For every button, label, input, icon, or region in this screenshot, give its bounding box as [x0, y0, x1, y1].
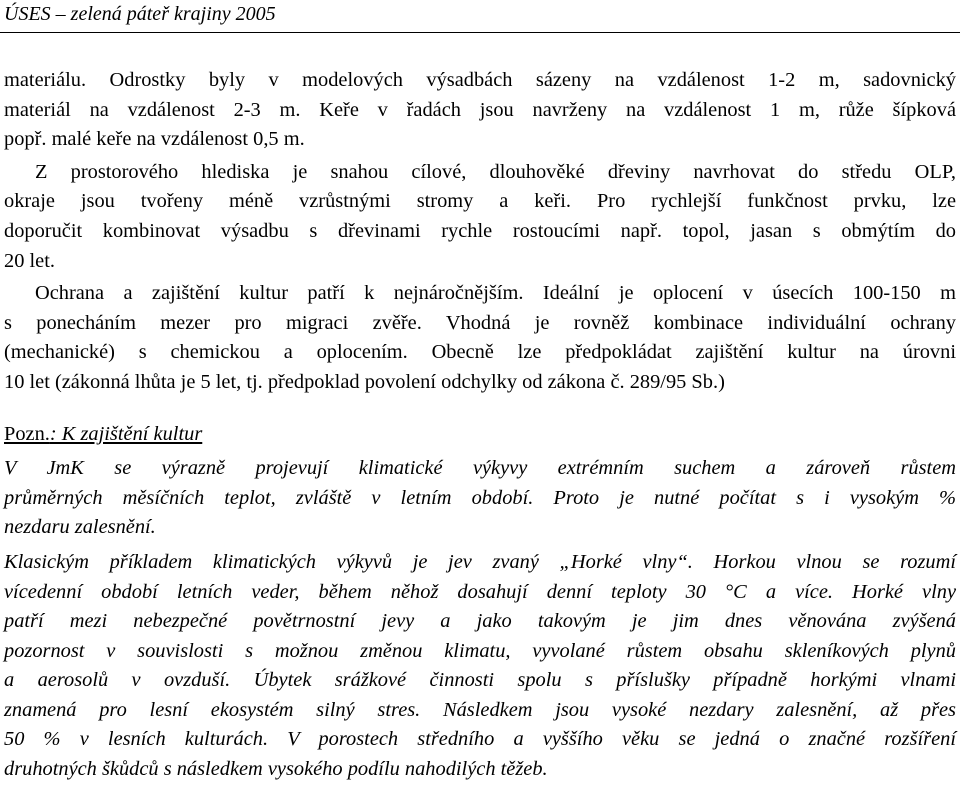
header-divider: [0, 32, 960, 33]
text-line: okraje jsou tvořeny méně vzrůstnými stromy a keři. Pro rychlejší funkčnost prvku, lze: [4, 190, 956, 213]
text-line: (mechanické) s chemickou a oplocením. Obecně lze předpokládat zajištění kultur na úrovni: [4, 341, 956, 364]
text-line: popř. malé keře na vzdálenost 0,5 m.: [4, 128, 305, 151]
text-line: materiál na vzdálenost 2-3 m. Keře v řadách jsou navrženy na vzdálenost 1 m, růže šípková: [4, 98, 956, 121]
text-line: znamená pro lesní ekosystém silný stres. Následkem jsou vysoké nezdary zalesnění, až přes: [4, 698, 956, 721]
text-line: a aerosolů v ovzduší. Úbytek srážkové činnosti spolu s příslušky případně horkými vlnami: [4, 669, 956, 692]
text-line: Klasickým příkladem klimatických výkyvů je jev zvaný „Horké vlny“. Horkou vlnou se rozumí: [4, 550, 956, 573]
paragraph-protection-cont: [4, 309, 956, 398]
text-line: s ponecháním mezer pro migraci zvěře. Vhodná je rovněž kombinace individuální ochrany: [4, 311, 956, 334]
text-line: pozornost v souvislosti s možnou změnou klimatu, vyvolané růstem obsahu skleníkových plynů: [4, 639, 956, 662]
text-line: doporučit kombinovat výsadbu s dřevinami rychle rostoucími např. topol, jasan s obmýtím do: [4, 219, 956, 242]
paragraph-seedlings: [4, 66, 956, 155]
note-paragraph-climate: [4, 454, 956, 543]
text-line: Ochrana a zajištění kultur patří k nejnáročnějším. Ideální je oplocení v úsecích 100-150 m: [35, 282, 956, 305]
running-header: ÚSES – zelená páteř krajiny 2005: [4, 3, 276, 25]
text-line: V JmK se výrazně projevují klimatické výkyvy extrémním suchem a zároveň růstem: [4, 457, 956, 480]
paragraph-spatial: [4, 158, 956, 188]
text-line: Z prostorového hlediska je snahou cílové, dlouhověké dřeviny navrhovat do středu OLP,: [35, 160, 956, 183]
text-line: průměrných měsíčních teplot, zvláště v letním období. Proto je nutné počítat s i vysokým %: [4, 486, 956, 509]
text-line: 20 let.: [4, 249, 55, 272]
note-heading: [4, 420, 956, 450]
text-line: 10 let (zákonná lhůta je 5 let, tj. předpoklad povolení odchylky od zákona č. 289/95 Sb.): [4, 370, 725, 393]
text-line: materiálu. Odrostky byly v modelových výsadbách sázeny na vzdálenost 1-2 m, sadovnický: [4, 69, 956, 91]
paragraph-protection: [4, 279, 956, 309]
text-line: 50 % v lesních kulturách. V porostech středního a vyššího věku se jedná o značné rozšíření: [4, 728, 956, 751]
paragraph-spatial-cont: [4, 187, 956, 276]
text-line: druhotných škůdců s následkem vysokého podílu nahodilých těžeb.: [4, 758, 548, 781]
text-line: vícedenní období letních veder, během něhož dosahují denní teploty 30 °C a více. Horké vlny: [4, 580, 956, 603]
note-title: : K zajištění kultur: [49, 422, 203, 445]
note-label: Pozn.: [4, 422, 50, 445]
text-line: patří mezi nebezpečné povětrnostní jevy a jako takovým je jim dnes věnována zvýšená: [4, 610, 956, 633]
note-paragraph-heatwaves: [4, 548, 956, 785]
text-line: nezdaru zalesnění.: [4, 516, 156, 539]
document-body: [4, 66, 956, 785]
